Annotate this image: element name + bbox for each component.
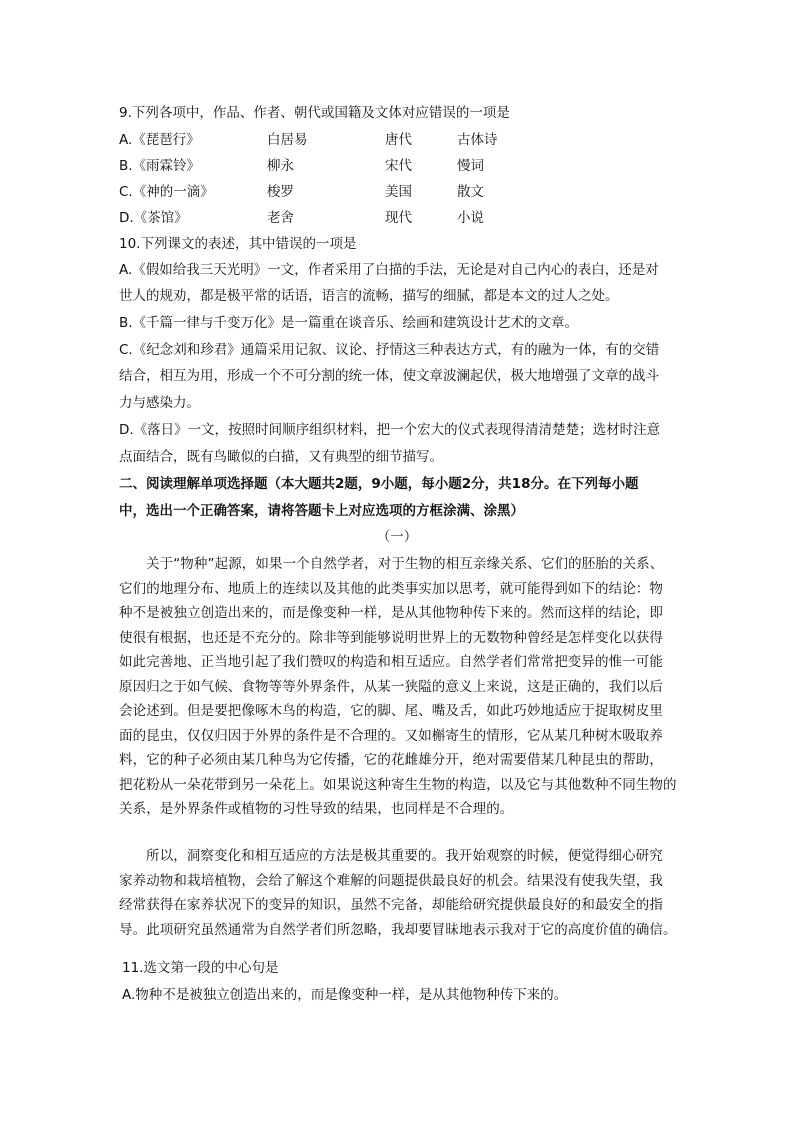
passage-line: 所以，洞察变化和相互适应的方法是极其重要的。我开始观察的时候，便觉得细心研究 bbox=[146, 848, 663, 864]
option-era: 唐代 bbox=[385, 132, 412, 148]
q10-stem: 10.下列课文的表述，其中错误的一项是 bbox=[119, 236, 357, 252]
section-heading-line-1: 二、阅读理解单项选择题（本大题共2题，9小题，每小题2分，共18分。在下列每小题 bbox=[119, 476, 639, 492]
q10-option-a-line-1: A.《假如给我三天光明》一文，作者采用了白描的手法，无论是对自己内心的表白，还是对 bbox=[119, 262, 659, 278]
q10-option-d-line-2: 点面结合，既有鸟瞰似的白描，又有典型的细节描写。 bbox=[119, 449, 443, 465]
passage-line: 关系，是外界条件或植物的习性导致的结果，也同样是不合理的。 bbox=[119, 801, 514, 817]
q10-option-b: B.《千篇一律与千变万化》是一篇重在谈音乐、绘画和建筑设计艺术的文章。 bbox=[119, 315, 579, 331]
passage-line: 它们的地理分布、地质上的连续以及其他的此类事实加以思考，就可能得到如下的结论：物 bbox=[119, 580, 663, 597]
option-era: 美国 bbox=[385, 184, 412, 200]
q9-option-c bbox=[119, 183, 679, 201]
option-title: A.《琵琶行》 bbox=[119, 132, 200, 148]
option-title: C.《神的一滴》 bbox=[119, 184, 214, 200]
option-genre: 慢词 bbox=[457, 158, 484, 174]
option-genre: 小说 bbox=[457, 210, 484, 226]
passage-line: 把花粉从一朵花带到另一朵花上。如果说这种寄生生物的构造，以及它与其他数种不同生物的 bbox=[119, 776, 677, 793]
passage-line: 种不是被独立创造出来的，而是像变种一样，是从其他物种传下来的。然而这样的结论，即 bbox=[119, 605, 663, 621]
passage-line: 料，它的种子必须由某几种鸟为它传播，它的花雌雄分开，绝对需要借某几种昆虫的帮助， bbox=[119, 752, 663, 768]
passage-line: 使很有根据，也还是不充分的。除非等到能够说明世界上的无数物种曾经是怎样变化以获得 bbox=[119, 629, 663, 646]
option-era: 宋代 bbox=[385, 158, 412, 174]
q9-option-b bbox=[119, 157, 679, 175]
passage-line: 如此完善地、正当地引起了我们赞叹的构造和相互适应。自然学者们常常把变异的惟一可能 bbox=[119, 654, 663, 670]
q9-option-d bbox=[119, 209, 679, 227]
passage-line: 经常获得在家养状况下的变异的知识，虽然不完备，却能给研究提供最良好的和最安全的指 bbox=[119, 897, 663, 913]
passage-line: 面的昆虫，仅仅归因于外界的条件是不合理的。又如槲寄生的情形，它从某几种树木吸取养 bbox=[119, 727, 663, 744]
q10-option-c-line-3: 力与感染力。 bbox=[119, 395, 200, 411]
q9-stem: 9.下列各项中，作品、作者、朝代或国籍及文体对应错误的一项是 bbox=[119, 105, 510, 121]
section-heading-line-2: 中，选出一个正确答案，请将答题卡上对应选项的方框涂满、涂黑） bbox=[119, 503, 524, 519]
passage-line: 原因归之于如气候、食物等等外界条件，从某一狭隘的意义上来说，这是正确的，我们以后 bbox=[119, 678, 663, 695]
q11-stem: 11.选文第一段的中心句是 bbox=[122, 960, 279, 976]
q10-option-a-line-2: 世人的规劝，都是极平常的话语，语言的流畅，描写的细腻，都是本文的过人之处。 bbox=[119, 288, 619, 304]
passage-paragraph-2 bbox=[119, 844, 675, 942]
passage-paragraph-1 bbox=[119, 552, 675, 822]
option-title: D.《茶馆》 bbox=[119, 210, 188, 226]
option-genre: 古体诗 bbox=[457, 132, 498, 148]
q10-option-c-line-1: C.《纪念刘和珍君》通篇采用记叙、议论、抒情这三种表达方式，有的融为一体，有的交错 bbox=[119, 342, 660, 358]
option-author: 梭罗 bbox=[267, 184, 294, 200]
q10-option-c-line-2: 结合，相互为用，形成一个不可分割的统一体，使文章波澜起伏，极大地增强了文章的战斗 bbox=[119, 368, 659, 384]
option-title: B.《雨霖铃》 bbox=[119, 158, 201, 174]
passage-line: 家养动物和栽培植物，会给了解这个难解的问题提供最良好的机会。结果没有使我失望，我 bbox=[119, 872, 663, 889]
option-author: 柳永 bbox=[267, 158, 294, 174]
q9-option-a bbox=[119, 131, 679, 149]
q10-option-d-line-1: D.《落日》一文，按照时间顺序组织材料，把一个宏大的仪式表现得清清楚楚；选材时注意 bbox=[119, 422, 661, 438]
option-era: 现代 bbox=[385, 210, 412, 226]
passage-line: 导。此项研究虽然通常为自然学者们所忽略，我却要冒昧地表示我对于它的高度价值的确信。 bbox=[119, 921, 677, 938]
q11-option-a: A.物种不是被独立创造出来的，而是像变种一样，是从其他物种传下来的。 bbox=[122, 987, 568, 1003]
part-label: （一） bbox=[376, 529, 418, 545]
passage-line: 关于“物种”起源，如果一个自然学者，对于生物的相互亲缘关系、它们的胚胎的关系、 bbox=[146, 556, 664, 572]
option-genre: 散文 bbox=[457, 184, 484, 200]
passage-line: 会论述到。但是要把像啄木鸟的构造，它的脚、尾、嘴及舌，如此巧妙地适应于捉取树皮里 bbox=[119, 703, 663, 719]
option-author: 白居易 bbox=[267, 132, 308, 148]
option-author: 老舍 bbox=[267, 210, 294, 226]
